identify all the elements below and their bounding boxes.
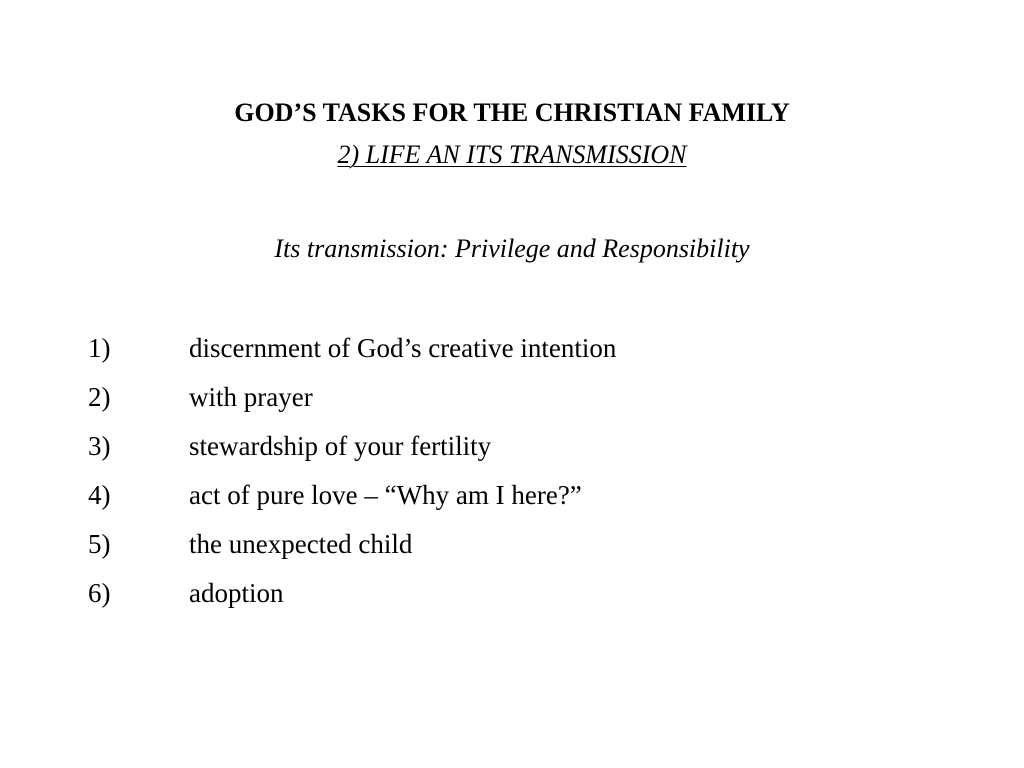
- list-item: [88, 527, 988, 576]
- list-item-text: act of pure love – “Why am I here?”: [189, 480, 582, 510]
- list-item: [88, 380, 988, 429]
- list-item: [88, 576, 988, 625]
- list-item: [88, 478, 988, 527]
- list-item-number: 2): [88, 382, 111, 412]
- slide-subtitle-text: 2) LIFE AN ITS TRANSMISSION: [337, 140, 687, 169]
- slide-title: GOD’S TASKS FOR THE CHRISTIAN FAMILY: [234, 98, 790, 127]
- numbered-list: [88, 331, 988, 625]
- list-item: [88, 429, 988, 478]
- list-item-text: stewardship of your fertility: [189, 431, 492, 461]
- list-item-number: 3): [88, 431, 111, 461]
- list-item-text: adoption: [189, 578, 284, 608]
- list-item-number: 5): [88, 529, 111, 559]
- list-item-text: discernment of God’s creative intention: [189, 333, 617, 363]
- list-item-number: 1): [88, 333, 111, 363]
- list-item-number: 4): [88, 480, 111, 510]
- list-item-text: the unexpected child: [189, 529, 413, 559]
- list-item-number: 6): [88, 578, 111, 608]
- section-heading: Its transmission: Privilege and Responsibility: [274, 234, 750, 263]
- slide-subtitle: [0, 138, 1024, 172]
- list-item-text: with prayer: [189, 382, 313, 412]
- list-item: [88, 331, 988, 380]
